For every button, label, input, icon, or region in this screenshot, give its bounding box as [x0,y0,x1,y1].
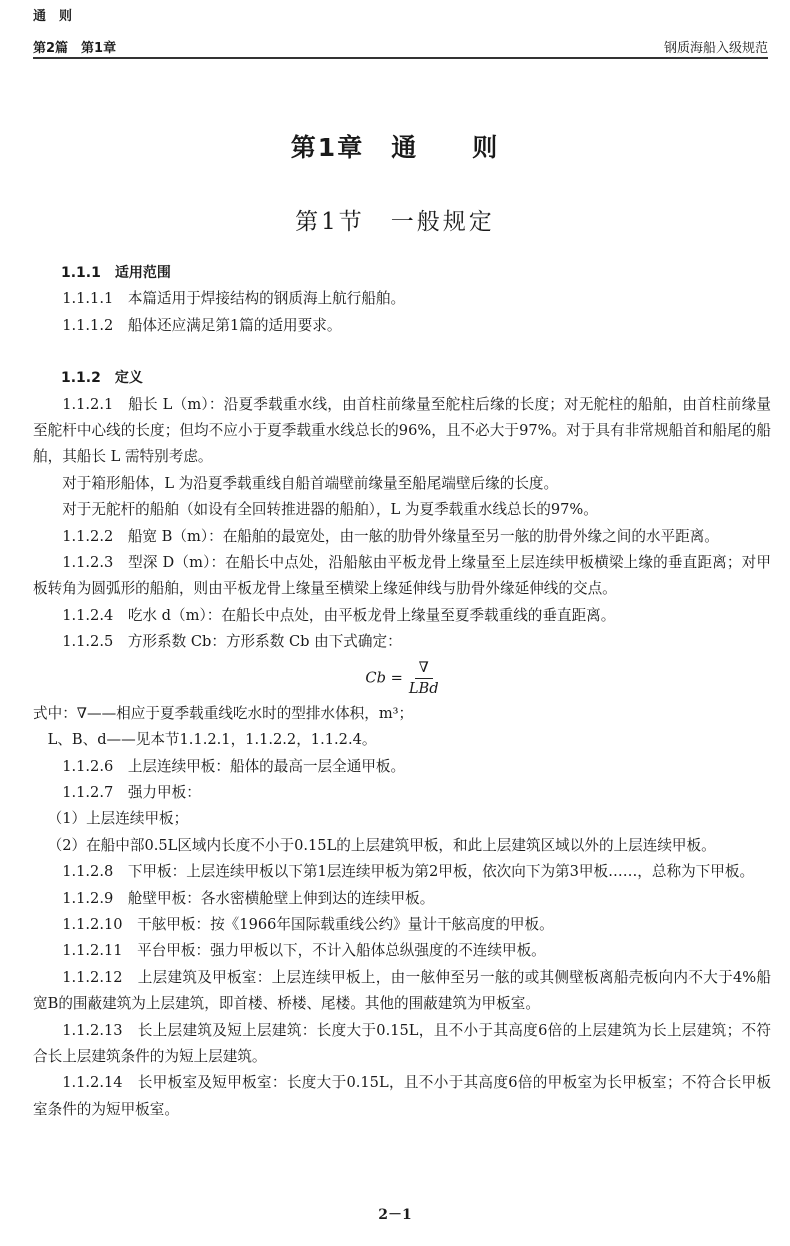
paragraph: 1.1.2.11 平台甲板：强力甲板以下，不计入船体总纵强度的不连续甲板。 [62,942,546,960]
paragraph: 对于无舵杆的船舶（如设有全回转推进器的船舶），L 为夏季载重水线总长的97%。 [62,501,598,519]
subsection-heading: 1.1.1 适用范围 [61,265,171,281]
section-title: 第1节 一般规定 [295,209,495,235]
header-rule [33,57,768,59]
paragraph: 1.1.1.2 船体还应满足第1篇的适用要求。 [62,316,342,334]
paragraph: 1.1.2.4 吃水 d（m）：在船长中点处，由平板龙骨上缘量至夏季载重线的垂直距离。 [62,606,616,624]
paragraph: 对于箱形船体，L 为沿夏季载重线自船首端壁前缘量至船尾端壁后缘的长度。 [62,474,559,492]
spacer [33,339,771,365]
paragraph: 1.1.2.10 干舷甲板：按《1966年国际载重线公约》量计干舷高度的甲板。 [62,915,554,933]
chapter-title: 第1章 通 则 [290,133,500,162]
paragraph: 1.1.2.12 上层建筑及甲板室：上层连续甲板上，由一舷伸至另一舷的或其侧壁板离船壳板向内不大于4%船宽B的围蔽建筑为上层建筑，即首楼、桥楼、尾楼。其他的围蔽建筑为甲板室。 [33,968,771,1013]
paragraph: 1.1.2.13 长上层建筑及短上层建筑：长度大于0.15L，且不小于其高度6倍的上层建筑为长上层建筑；不符合长上层建筑条件的为短上层建筑。 [33,1021,771,1065]
paragraph: 1.1.2.8 下甲板：上层连续甲板以下第1层连续甲板为第2甲板，依次向下为第3甲板……，总称为下甲板。 [62,863,755,881]
paragraph: 1.1.2.9 舱壁甲板：各水密横舱壁上伸到达的连续甲板。 [62,889,435,907]
denominator: LBd [408,679,439,697]
part-chapter-label: 第2篇 第1章 [33,41,117,56]
paragraph: 1.1.2.3 型深 D（m）：在船长中点处，沿船舷由平板龙骨上缘量至上层连续甲板横梁上缘的垂直距离；对甲板转角为圆弧形的船舶，则由平板龙骨上缘量至横梁上缘延伸线与肋骨外缘延伸线的交点。 [33,554,771,598]
page-number: 2－1 [378,1207,412,1223]
paragraph: 式中：∇——相应于夏季载重线吃水时的型排水体积，m³； [33,704,414,722]
paragraph: 1.1.2.7 强力甲板： [62,783,201,801]
formula-lhs: Cb = [365,669,403,687]
paragraph: 1.1.2.6 上层连续甲板：船体的最高一层全通甲板。 [62,757,406,775]
paragraph: 1.1.2.1 船长 L（m）：沿夏季载重水线，由首柱前缘量至舵柱后缘的长度；对无舵柱的船舶，由首柱前缘量至舵杆中心线的长度；但均不应小于夏季载重水线总长的96%，且不必大于97%。对于具有非常规船首和船尾的船舶，其船长 L 需特别考虑。 [33,395,771,466]
document-body [33,260,771,1123]
subsection-heading: 1.1.2 定义 [61,370,143,387]
formula [33,658,771,699]
paragraph: 1.1.2.2 船宽 B（m）：在船舶的最宽处，由一舷的肋骨外缘量至另一舷的肋骨外缘之间的水平距离。 [62,527,719,545]
book-title: 钢质海船入级规范 [663,41,768,56]
paragraph: 1.1.2.14 长甲板室及短甲板室：长度大于0.15L，且不小于其高度6倍的甲板室为长甲板室；不符合长甲板室条件的为短甲板室。 [33,1074,771,1118]
paragraph: （1）上层连续甲板； [47,810,189,828]
running-header [33,37,768,56]
paragraph: （2）在船中部0.5L区域内长度不小于0.15L的上层建筑甲板，和此上层建筑区域以外的上层连续甲板。 [47,836,716,854]
paragraph: L、B、d——见本节1.1.2.1，1.1.2.2，1.1.2.4。 [47,731,377,749]
numerator: ∇ [415,658,433,679]
paragraph: 1.1.2.5 方形系数 Cb：方形系数 Cb 由下式确定： [62,633,402,651]
running-title: 通 则 [33,9,73,24]
paragraph: 1.1.1.1 本篇适用于焊接结构的钢质海上航行船舶。 [62,290,406,308]
fraction [409,658,439,699]
